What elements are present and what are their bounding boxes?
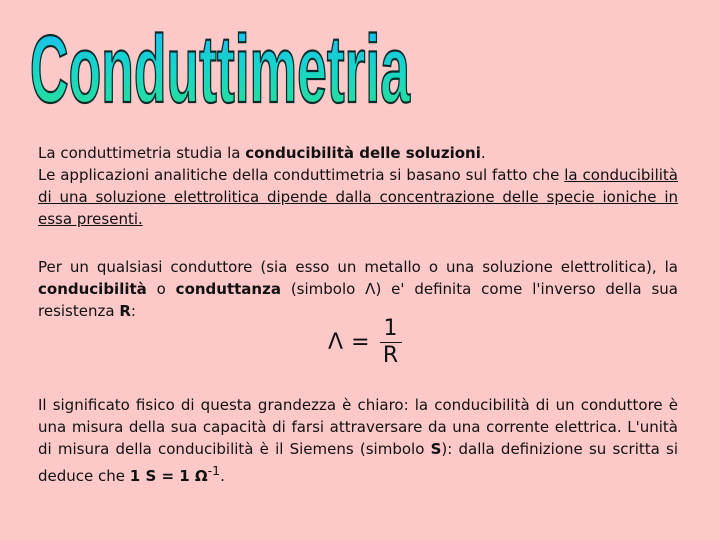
definition-paragraph: Per un qualsiasi conduttore (sia esso un metallo o una soluzione elettrolitica), la conducibilità o conduttanza (simbolo Λ) e' definita come l'inverso della sua resistenza R: [38,258,678,320]
meaning-paragraph: Il significato fisico di questa grandezza è chiaro: la conducibilità di un conduttore è una misura della sua capacità di farsi attraversare da una corrente elettrica. L'unità di misura della conducibilità è il Siemens (simbolo S): dalla definizione su scritta si deduce che 1 S = 1 $\Omega^{-1}$. [38,396,678,485]
svg-text:Conduttimetria: Conduttimetria [30,16,411,123]
lambda-symbol: Λ [365,280,376,298]
page-title [0,14,440,123]
title-wordart [20,14,420,123]
fraction: $\frac{1}{R}$ [380,316,402,369]
underlined-statement: la conducibilità di una soluzione elettrolitica dipende dalla concentrazione delle specie ioniche in essa presenti. [38,166,678,228]
intro-paragraph: La conduttimetria studia la conducibilità delle soluzioni. Le applicazioni analitiche della conduttimetria si basano sul fatto che la conducibilità di una soluzione elettrolitica dipende dalla concentrazione delle specie ioniche in essa presenti. [38,144,678,228]
conductance-formula: Λ = $\frac{1}{R}$ [328,316,402,369]
